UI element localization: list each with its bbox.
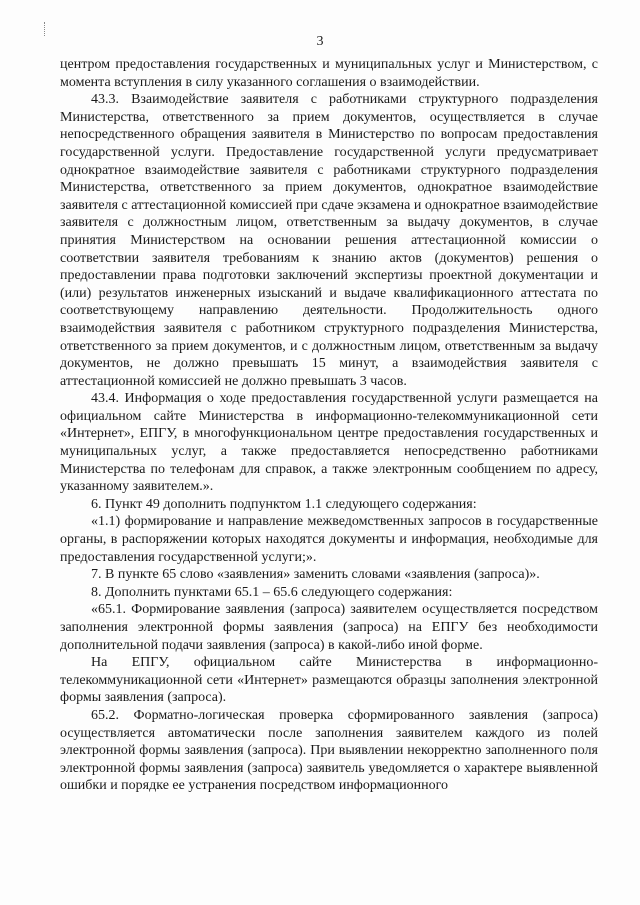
paragraph-continuation: центром предоставления государственных и муниципальных услуг и Министерством, с момента вступления в силу указанного соглашения о взаимодействии. [60, 57, 598, 90]
paragraph-epgu-samples: На ЕПГУ, официальном сайте Министерства в информационно-телекоммуникационной сети «Интернет» размещаются образцы заполнения электронной формы заявления (запроса). [60, 655, 598, 706]
paragraph-43-4: 43.4. Информация о ходе предоставления государственной услуги размещается на официальном сайте Министерства в информационно-телекоммуникационной сети «Интернет», ЕПГУ, в многофункциональном центре предоставления государственных и муниципальных услуг, а также предоставляется непосредственно работниками Министерства по телефонам для справок, а также электронным сообщением по адресу, указанному заявителем.». [60, 391, 598, 495]
paragraph-65-2: 65.2. Форматно-логическая проверка сформированного заявления (запроса) осуществляется автоматически после заполнения заявителем каждого из полей электронной формы заявления (запроса). При выявлении некорректно заполненного поля электронной формы заявления (запроса) заявитель уведомляется о характере выявленной ошибки и порядке ее устранения посредством информационного [60, 707, 598, 794]
page-number: 3 [316, 34, 324, 49]
paragraph-item-7: 7. В пункте 65 слово «заявления» заменить словами «заявления (запроса)». [91, 567, 540, 583]
paragraph-item-6: 6. Пункт 49 дополнить подпунктом 1.1 следующего содержания: [91, 496, 477, 512]
document-body [60, 56, 598, 795]
paragraph-subitem-1-1: «1.1) формирование и направление межведомственных запросов в государственные органы, в распоряжении которых находятся документы и информация, необходимые для предоставления государственной услуги;». [60, 514, 598, 565]
paragraph-65-1: «65.1. Формирование заявления (запроса) заявителем осуществляется посредством заполнения электронной формы заявления (запроса) на ЕПГУ без необходимости дополнительной подачи заявления (запроса) в какой-либо иной форме. [60, 602, 598, 653]
paragraph-43-3: 43.3. Взаимодействие заявителя с работниками структурного подразделения Министерства, ответственного за прием документов, осуществляется в случае непосредственного обращения заявителя в Министерство по вопросам предоставления государственной услуги. Предоставление государственной услуги предусматривает однократное взаимодействие заявителя с работниками структурного подразделения Министерства, ответственного за прием документов, однократное взаимодействие заявителя с аттестационной комиссией при сдаче экзамена и однократное взаимодействие заявителя с должностным лицом, ответственным за выдачу документов, в случае принятия Министерством на основании решения аттестационной комиссии о соответствии заявителя требованиям к знанию актов (документов) решения о предоставлении права подготовки заключений экспертизы проектной документации и (или) результатов инженерных изысканий и выдаче квалификационного аттестата по соответствующему направлению деятельности. Продолжительность одного взаимодействия заявителя с работником структурного подразделения Министерства, ответственного за прием документов, и с должностным лицом, ответственным за выдачу документов, не должно превышать 15 минут, а взаимодействия заявителя с аттестационной комиссией не должно превышать 3 часов. [60, 92, 598, 389]
paragraph-item-8: 8. Дополнить пунктами 65.1 – 65.6 следующего содержания: [91, 584, 453, 600]
